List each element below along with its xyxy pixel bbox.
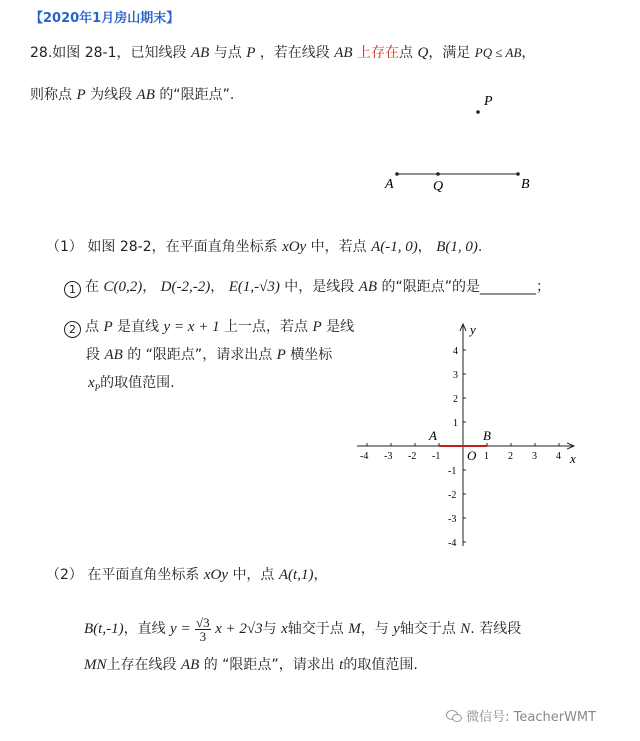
eq-y: y = <box>170 621 191 637</box>
point-b-coord: B(1, 0) <box>436 239 478 255</box>
y-tick-label: -3 <box>448 514 457 525</box>
intro-text: 为线段 <box>90 87 133 103</box>
part-text: 轴交于点 <box>399 621 456 637</box>
intro-text: ， <box>521 45 536 61</box>
wechat-icon <box>446 709 462 723</box>
point-a-coord: A(t,1) <box>278 567 314 583</box>
segment-ab: AB <box>358 279 378 295</box>
x-tick-label: -2 <box>408 451 417 462</box>
part2-line-1 <box>46 566 327 584</box>
q-text: 段 <box>86 347 100 363</box>
intro-text: ，若在线段 <box>259 45 330 61</box>
eq-rest: x + 2√3 <box>215 621 263 637</box>
question-2-line-2 <box>86 346 332 364</box>
x-tick-label: 1 <box>484 451 489 462</box>
coord-system: xOy <box>282 239 307 255</box>
point-a-coord: A(-1, 0) <box>371 239 418 255</box>
figure-28-1 <box>380 88 550 198</box>
condition: PQ ≤ AB <box>474 45 522 60</box>
fig1-label-b: B <box>521 177 530 192</box>
point-c: C(0,2) <box>103 279 143 295</box>
point-n: N <box>460 621 471 637</box>
fig1-point-q <box>436 172 440 176</box>
intro-text: 点 <box>399 45 414 61</box>
part-text: 与 <box>262 621 277 637</box>
xp-x: x <box>88 375 95 391</box>
point-p: P <box>276 347 286 363</box>
xp-sub: P <box>94 383 101 393</box>
fig1-label-a: A <box>385 177 394 192</box>
sep: ， <box>417 239 432 255</box>
figure-28-2 <box>352 318 592 554</box>
q-text: 是直线 <box>117 319 160 335</box>
intro-line-1 <box>30 44 535 62</box>
part-text: 在平面直角坐标系 <box>87 567 200 583</box>
part-label: （1） <box>46 239 83 255</box>
fraction <box>195 616 211 643</box>
intro-line-2 <box>30 86 234 104</box>
fig1-point-b <box>516 172 520 176</box>
q-text: 横坐标 <box>290 347 333 363</box>
part-text: 中，点 <box>232 567 275 583</box>
part-text: 上存在线段 <box>106 657 177 673</box>
x-tick-label: 4 <box>556 451 561 462</box>
answer-blank[interactable]: ________ <box>480 279 537 295</box>
segment-mn: MN <box>84 657 107 673</box>
part-text: 中，若点 <box>310 239 367 255</box>
question-2-line-3 <box>88 374 175 397</box>
intro-text: 28.如图 28-1，已知线段 <box>30 45 187 61</box>
y-tick-label: -4 <box>448 538 457 549</box>
x-symbol: x <box>281 621 288 637</box>
point-e: E(1,-√3) <box>228 279 280 295</box>
intro-text: 与点 <box>213 45 242 61</box>
origin-label: O <box>467 448 477 463</box>
q-text: 的 “限距点”，请求出点 <box>127 347 273 363</box>
y-tick-label: 4 <box>453 346 458 357</box>
fig1-point-p <box>476 110 480 114</box>
point-b-coord: B(t,-1) <box>84 621 124 637</box>
point-p: P <box>103 319 113 335</box>
point-p: P <box>246 45 256 61</box>
x-tick-label: 2 <box>508 451 513 462</box>
circled-number: 1 <box>64 281 81 298</box>
point-d: D(-2,-2) <box>160 279 211 295</box>
sep: ； <box>536 279 551 295</box>
watermark <box>446 706 596 725</box>
fig1-label-q: Q <box>433 179 444 194</box>
question-1 <box>64 278 550 298</box>
point-a-label: A <box>429 428 437 443</box>
fraction-numerator: √3 <box>196 614 210 630</box>
q-text: 的取值范围. <box>100 375 175 391</box>
part2-line-3 <box>84 656 418 674</box>
x-tick-label: -1 <box>432 451 441 462</box>
part-text: 如图 28-2，在平面直角坐标系 <box>87 239 278 255</box>
x-axis-label: x <box>570 451 576 466</box>
part-label: （2） <box>46 567 83 583</box>
intro-text: ，满足 <box>428 45 471 61</box>
q-text: 中，是线段 <box>284 279 355 295</box>
y-axis-label: y <box>470 322 476 337</box>
q-text: 的“限距点”的是 <box>381 279 481 295</box>
circled-number: 2 <box>64 321 81 338</box>
xp-symbol <box>88 375 100 391</box>
line-equation: y = x + 1 <box>163 319 220 335</box>
x-tick-label: 3 <box>532 451 537 462</box>
y-tick-label: -1 <box>448 466 457 477</box>
part-text: 的取值范围. <box>343 657 418 673</box>
watermark-text: 微信号: TeacherWMT <box>466 710 597 725</box>
part-text: 轴交于点 <box>287 621 344 637</box>
segment-ab: AB <box>104 347 123 363</box>
segment-ab: AB <box>136 87 155 103</box>
y-tick-label: 1 <box>453 418 458 429</box>
intro-text: 则称点 <box>30 87 72 103</box>
sep: ， <box>313 567 328 583</box>
sep: ， <box>210 279 225 295</box>
intro-text: 的“限距点”. <box>159 87 235 103</box>
question-2-line-1 <box>64 318 354 338</box>
point-p: P <box>312 319 322 335</box>
part-text: 的 “限距点”，请求出 <box>203 657 335 673</box>
y-tick-label: 3 <box>453 370 458 381</box>
highlight-text: 上存在 <box>357 45 400 61</box>
q-text: 在 <box>85 279 99 295</box>
coord-system: xOy <box>203 567 228 583</box>
part1-header <box>46 238 482 256</box>
x-tick-label: -4 <box>360 451 369 462</box>
sep: . <box>477 239 483 255</box>
sep: ， <box>142 279 157 295</box>
point-m: M <box>348 621 361 637</box>
segment-ab: AB <box>180 657 200 673</box>
y-symbol: y <box>393 621 400 637</box>
q-text: 点 <box>85 319 99 335</box>
part-text: ，直线 <box>123 621 166 637</box>
q-text: 上一点，若点 <box>224 319 309 335</box>
part2-line-2 <box>84 614 521 644</box>
param-t: t <box>339 657 344 673</box>
y-tick-label: -2 <box>448 490 457 501</box>
part-text: . 若线段 <box>470 621 522 637</box>
fraction-denominator: 3 <box>199 628 207 644</box>
fig1-point-a <box>395 172 399 176</box>
point-q: Q <box>417 45 429 61</box>
fig1-label-p: P <box>484 94 493 109</box>
point-p: P <box>76 87 86 103</box>
segment-ab: AB <box>190 45 210 61</box>
y-tick-label: 2 <box>453 394 458 405</box>
point-b-label: B <box>483 428 491 443</box>
q-text: 是线 <box>326 319 355 335</box>
part-text: ，与 <box>360 621 389 637</box>
segment-ab: AB <box>334 45 353 61</box>
x-tick-label: -3 <box>384 451 393 462</box>
source-tag: 【2020年1月房山期末】 <box>30 11 180 26</box>
